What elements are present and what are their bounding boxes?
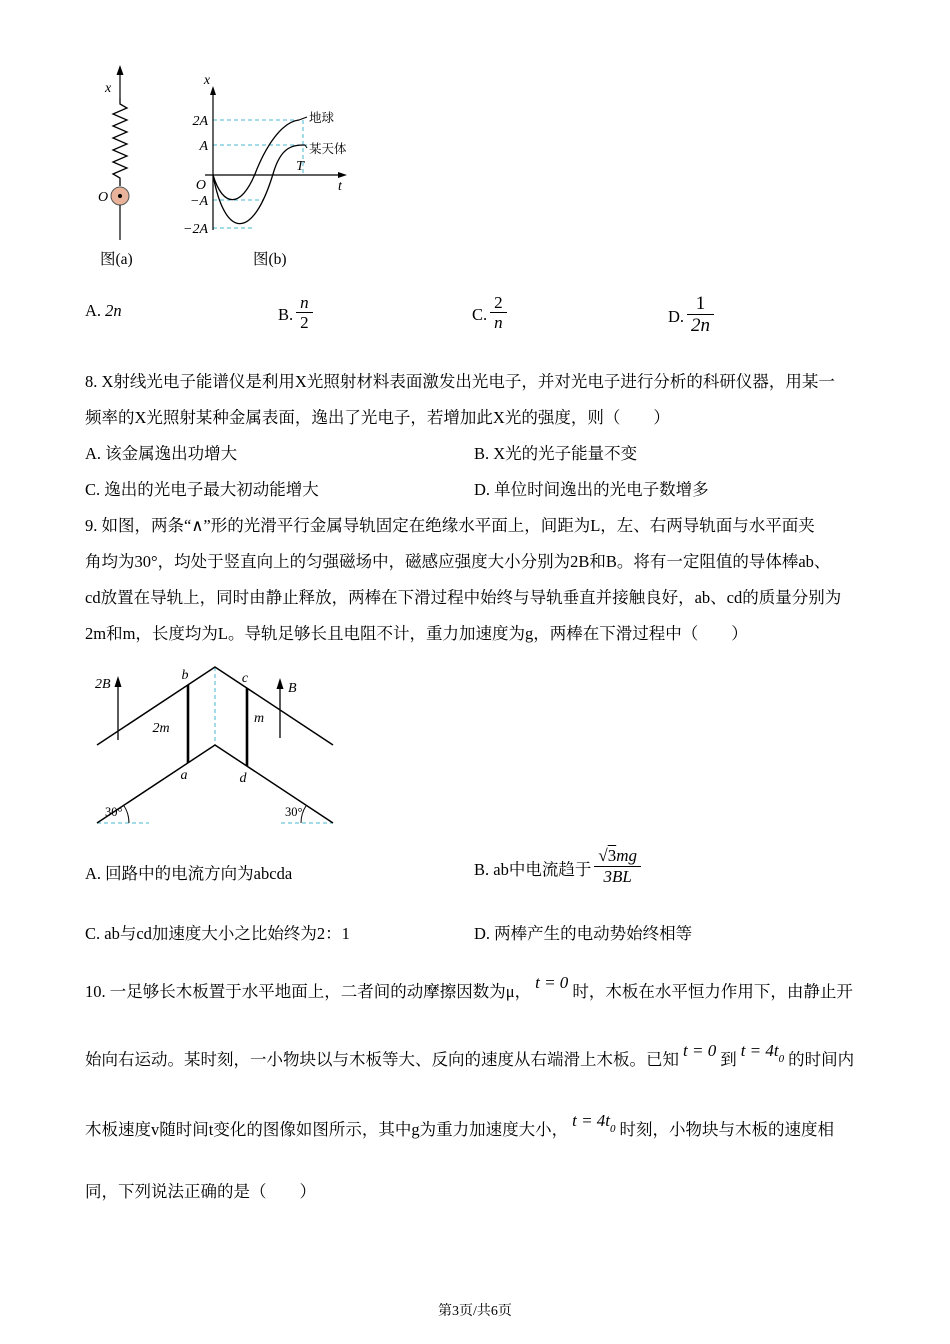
y-axis-arrow-icon	[210, 86, 216, 95]
inline-math-t4t0: $t = 4t_0$	[740, 1041, 785, 1066]
spring-axis-label: x	[105, 81, 112, 96]
legend-celestial-body: 某天体	[309, 142, 347, 156]
q8-option-a: A. 该金属逸出功增大	[85, 444, 238, 463]
q9-text-line4: 2m和m，长度均为L。导轨足够长且电阻不计，重力加速度为g，两棒在下滑过程中（ ）	[85, 624, 748, 643]
q9-option-b	[474, 840, 644, 896]
field-arrow-left-icon	[115, 676, 122, 687]
figure-b-caption: 图(b)	[253, 251, 287, 268]
option-letter: A.	[85, 301, 102, 320]
curve-earth	[213, 120, 299, 200]
x-axis-arrow-icon	[338, 172, 347, 178]
label-a: a	[180, 768, 188, 783]
field-arrow-right-icon	[277, 678, 284, 689]
q8-option-c: C. 逸出的光电子最大初动能增大	[85, 480, 319, 499]
fraction: $\frac{2}{n}$	[490, 293, 507, 332]
label-2B: 2B	[95, 677, 111, 692]
q8-option-b: B. X光的光子能量不变	[474, 444, 638, 463]
tick-T: T	[296, 159, 304, 174]
option-letter: D.	[668, 306, 685, 326]
q9-option-d: D. 两棒产生的电动势始终相等	[474, 924, 693, 943]
ball-center-dot	[118, 194, 122, 198]
figure-a-caption: 图(a)	[100, 251, 133, 268]
graph-y-label: x	[203, 73, 211, 88]
fraction: $\frac{n}{2}$	[296, 293, 313, 332]
q7-option-b	[278, 295, 316, 334]
tick-negA: −A	[190, 194, 208, 209]
angle-right-label: 30°	[285, 805, 303, 819]
option-letter: B.	[278, 304, 294, 324]
inline-math-t0: t = 0	[683, 1041, 717, 1060]
q9-text-line3: cd放置在导轨上，同时由静止释放，两棒在下滑过程中始终与导轨垂直并接触良好，ab、cd的质量分别为	[85, 588, 842, 607]
page-footer: 第3页/共6页	[438, 1304, 512, 1319]
q10-text-line2: 始向右运动。某时刻，一小物块以与木板等大、反向的速度从右端滑上木板。已知 t = 0 到 $t = 4t_0$ 的时间内	[85, 1041, 855, 1069]
q8-text-line2: 频率的X光照射某种金属表面，逸出了光电子，若增加此X光的强度，则（ ）	[85, 408, 670, 427]
q9-option-a: A. 回路中的电流方向为abcda	[85, 864, 293, 883]
option-letter: C.	[472, 304, 488, 324]
up-arrow-icon	[117, 65, 124, 75]
label-d: d	[239, 771, 247, 786]
tick-neg2A: −2A	[183, 222, 208, 237]
figure-inclined-rails	[85, 652, 345, 837]
figure-spring-and-graph	[95, 62, 445, 252]
q10-text-line1: 10. 一足够长木板置于水平地面上，二者间的动摩擦因数为μ， t = 0 时，木板在水平恒力作用下，由静止开	[85, 973, 853, 1001]
option-value: 2n	[105, 301, 122, 320]
displacement-time-graph	[183, 73, 347, 237]
q7-option-c	[472, 295, 510, 334]
label-m: m	[253, 711, 265, 726]
inline-math-t4t0: $t = 4t_0$	[572, 1111, 616, 1136]
angle-left-label: 30°	[105, 805, 123, 819]
q9-option-c: C. ab与cd加速度大小之比始终为2：1	[85, 924, 350, 943]
graph-x-label: t	[338, 179, 342, 194]
label-2m: 2m	[152, 721, 170, 736]
q8-text-line1: 8. X射线光电子能谱仪是利用X光照射材料表面激发出光电子，并对光电子进行分析的科研仪器，用某一	[85, 372, 835, 391]
fraction-sqrt3mg-3BL: $\frac{√3mg}{3BL}$	[594, 846, 641, 885]
fraction: $\frac{1}{2n}$	[687, 293, 714, 337]
legend-earth: 地球	[309, 111, 335, 125]
tick-2A: 2A	[192, 114, 208, 129]
label-b: b	[181, 668, 189, 683]
radical-icon: √	[598, 846, 608, 866]
q7-options-row	[85, 295, 865, 347]
q8-option-d: D. 单位时间逸出的光电子数增多	[474, 480, 709, 499]
graph-origin-label: O	[195, 178, 206, 193]
inline-math-t0: t = 0	[535, 973, 569, 992]
tick-A: A	[199, 139, 208, 154]
label-B: B	[288, 681, 297, 696]
q10-text-line4: 同，下列说法正确的是（ ）	[85, 1182, 316, 1201]
q7-option-d	[668, 295, 717, 339]
curve-celestial-body	[213, 145, 305, 224]
page-content	[85, 0, 865, 1344]
spring-diagram	[98, 65, 129, 240]
q9-option-b-text: B. ab中电流趋于	[474, 860, 592, 879]
label-c: c	[241, 671, 249, 686]
q10-text-line3: 木板速度v随时间t变化的图像如图所示，其中g为重力加速度大小， $t = 4t_0$ 时刻，小物块与木板的速度相	[85, 1111, 835, 1139]
spring-coil	[113, 98, 127, 186]
q9-text-line1: 9. 如图，两条“∧”形的光滑平行金属导轨固定在绝缘水平面上，间距为L，左、右两导轨面与水平面夹	[85, 516, 815, 535]
spring-origin-label: O	[97, 190, 109, 205]
q7-option-a	[85, 301, 122, 321]
q9-text-line2: 角均为30°，均处于竖直向上的匀强磁场中，磁感应强度大小分别为2B和B。将有一定阻值的导体棒ab、	[85, 552, 831, 571]
